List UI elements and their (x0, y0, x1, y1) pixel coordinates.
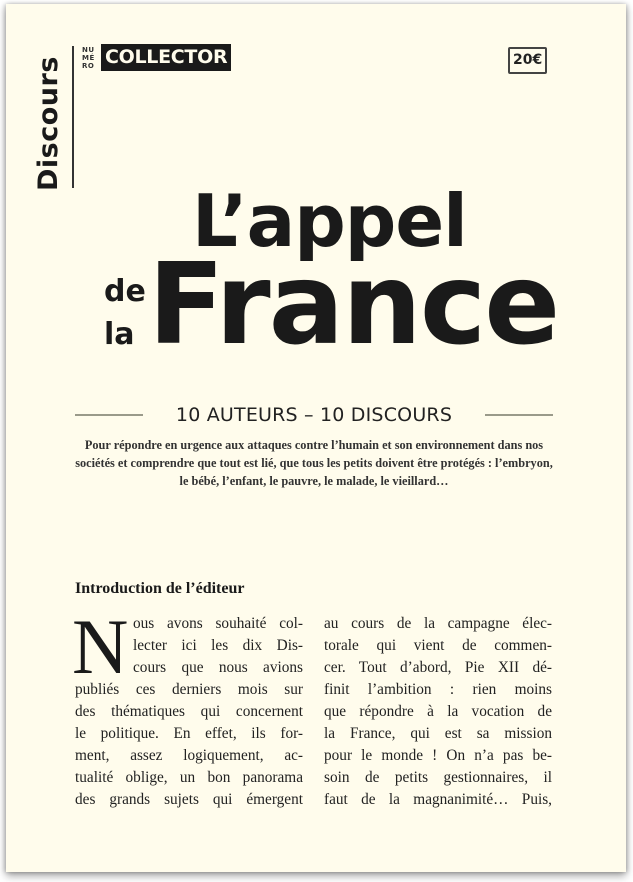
text-line: publiés ces derniers mois sur (75, 681, 303, 698)
series-label-container (34, 45, 64, 191)
right-rule (485, 414, 553, 416)
intro-column-left (72, 603, 303, 811)
title-main: France (148, 240, 559, 370)
text-line: soin de petits gestionnaires, il (324, 769, 552, 786)
text-line: ous avons souhaité col- (133, 615, 303, 632)
magazine-cover (6, 4, 626, 872)
text-line: pour le monde ! On n’a pas be- (324, 747, 552, 764)
text-line: cours que nous avions (133, 659, 303, 676)
series-label: Discours (33, 56, 64, 191)
text-line: lecter ici les dix Dis- (133, 637, 303, 654)
numero-line: MÉ (82, 54, 95, 62)
numero-line: NU (82, 46, 95, 54)
text-line: tualité oblige, un bon panorama (75, 769, 303, 786)
tagline: Pour répondre en urgence aux attaques contre l’humain et son environnement dans nos sociétés et comprendre que tout est lié, que tous les petits doivent être protégés : l’embryon, le bébé, l’enfant, le pauvre, le malade, le vieillard… (75, 438, 553, 488)
text-line: cer. Tout d’abord, Pie XII dé- (324, 659, 552, 676)
text-line: la France, qui est sa mission (324, 725, 552, 742)
vertical-divider (72, 46, 74, 188)
text-line: des grands sujets qui émergent (75, 791, 303, 808)
text-line: le politique. En effet, ils for- (75, 725, 303, 742)
title-de: de (104, 274, 146, 309)
text-line: faut de la magnanimité… Puis, (324, 791, 552, 808)
subtitle: 10 AUTEURS – 10 DISCOURS (175, 404, 453, 426)
subtitle-row (75, 400, 553, 430)
intro-column-right (324, 613, 552, 811)
intro-heading: Introduction de l’éditeur (75, 580, 245, 597)
title-line-1: L’appel (192, 179, 467, 263)
text-line: des thématiques qui concernent (75, 703, 303, 720)
numero-label (82, 46, 98, 70)
drop-cap: N (72, 603, 129, 690)
text-line: torale qui vient de commen- (324, 637, 552, 654)
text-line: ment, assez logiquement, ac- (75, 747, 303, 764)
numero-line: RO (82, 62, 95, 70)
text-line: que répondre à la vocation de (324, 703, 552, 720)
title-la: la (104, 317, 135, 352)
price-tag: 20€ (508, 47, 547, 74)
text-line: finit l’ambition : rien moins (324, 681, 552, 698)
text-line: au cours de la campagne élec- (324, 615, 552, 632)
left-rule (75, 414, 143, 416)
collector-badge: COLLECTOR (101, 44, 231, 71)
